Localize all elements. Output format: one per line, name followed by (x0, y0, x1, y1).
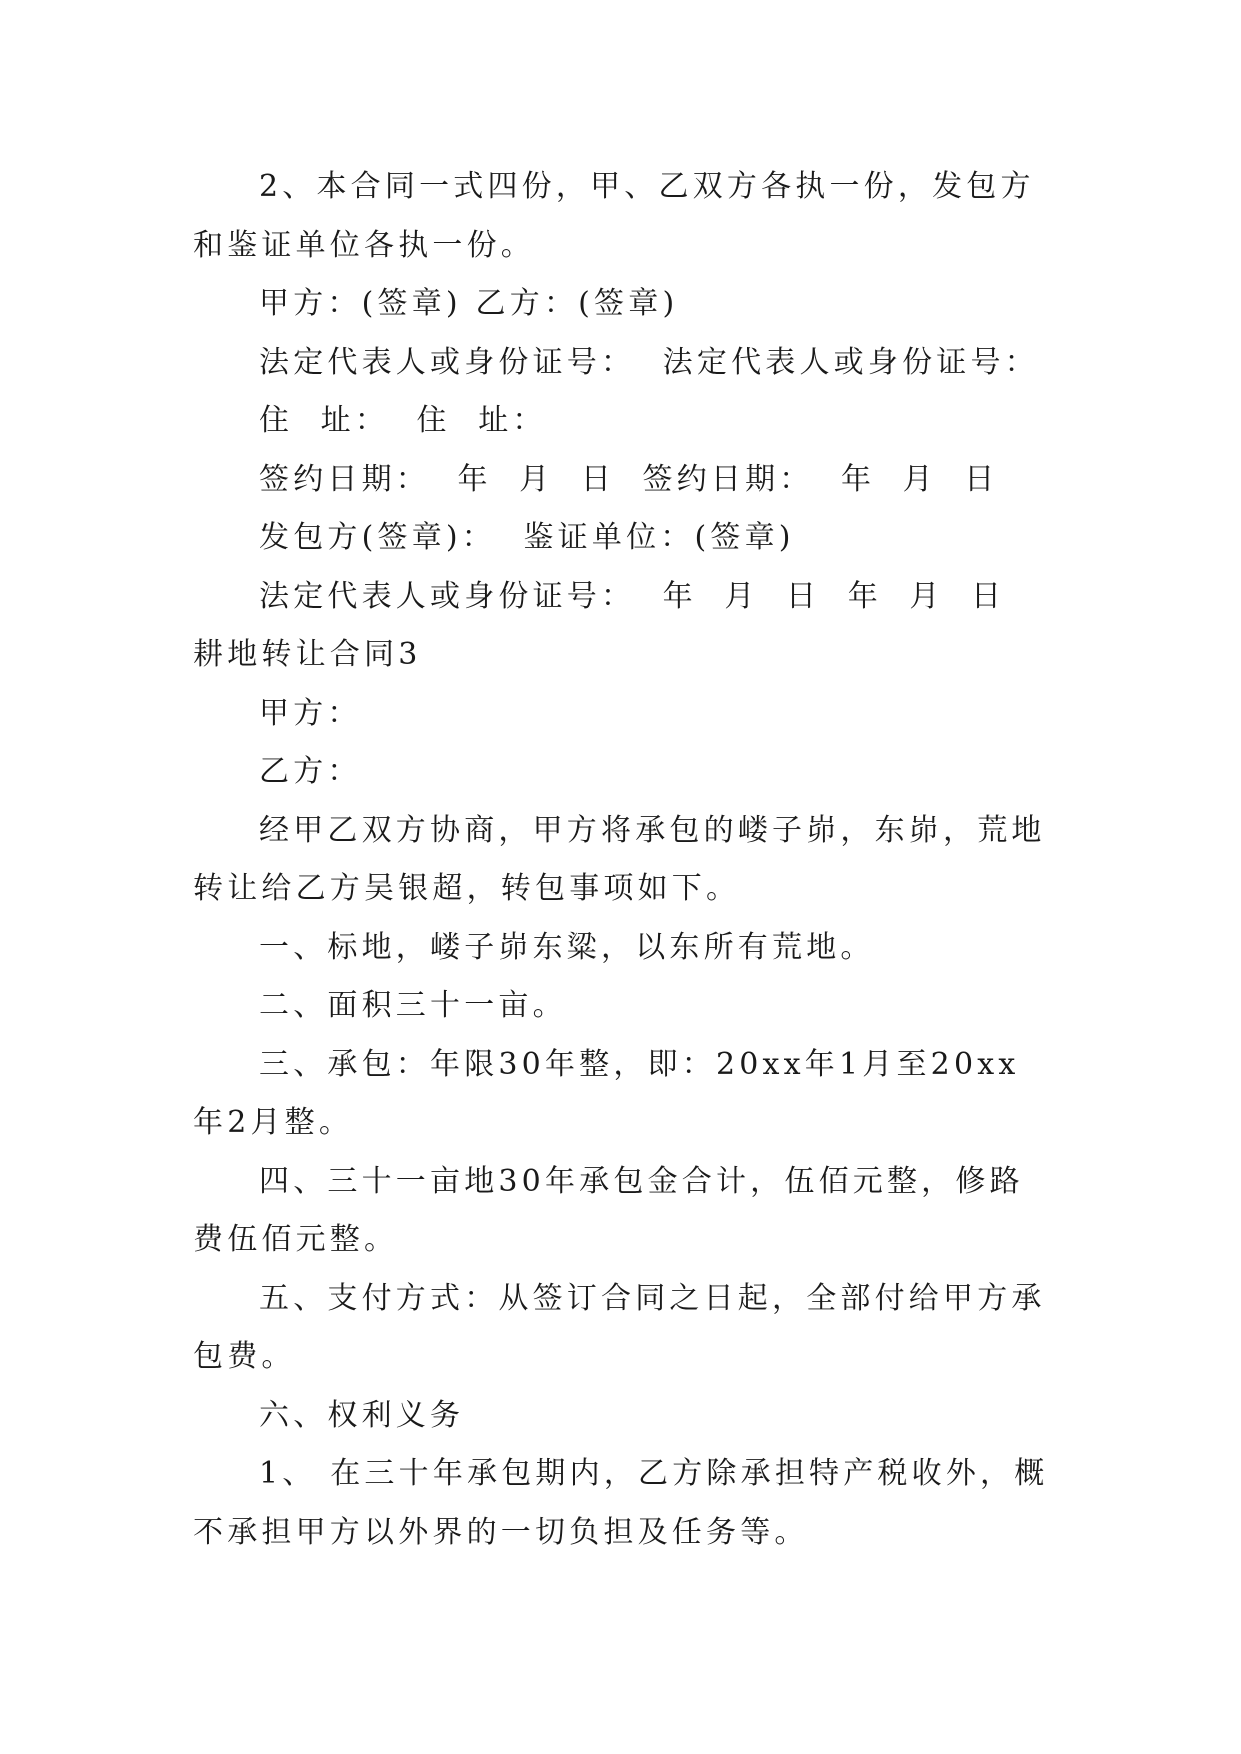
paragraph-address: 住 址： 住 址： (259, 403, 547, 438)
paragraph-party-b: 乙方： (259, 754, 362, 789)
paragraph-item-4-fee: 四、三十一亩地30年承包金合计，伍佰元整，修路费伍佰元整。 (193, 1163, 1024, 1257)
paragraph-sign-date: 签约日期： 年 月 日 签约日期： 年 月 日 (259, 461, 999, 497)
paragraph-intro: 经甲乙双方协商，甲方将承包的嵝子峁，东峁，荒地转让给乙方吴银超，转包事项如下。 (193, 812, 1046, 906)
paragraph-item-6-1: 1、 在三十年承包期内，乙方除承担特产税收外，概不承担甲方以外界的一切负担及任务等。 (193, 1456, 1049, 1550)
paragraph-item-1-land: 一、标地，嵝子峁东粱，以东所有荒地。 (259, 929, 875, 965)
paragraph-item-3-term: 三、承包：年限30年整，即：20xx年1月至20xx年2月整。 (193, 1046, 1020, 1140)
paragraph-item-2-area: 二、面积三十一亩。 (259, 988, 567, 1023)
paragraph-legal-representative: 法定代表人或身份证号： 法定代表人或身份证号： (259, 344, 1039, 380)
contract-3-title: 耕地转让合同3 (193, 637, 422, 672)
paragraph-item-6-rights: 六、权利义务 (259, 1397, 465, 1433)
paragraph-item-5-payment: 五、支付方式：从签订合同之日起，全部付给甲方承包费。 (193, 1280, 1046, 1374)
paragraph-contractor-verifier: 发包方(签章)： 鉴证单位：(签章) (259, 520, 795, 555)
document-page (193, 158, 1053, 1562)
paragraph-party-a: 甲方： (259, 695, 362, 731)
paragraph-signature-parties: 甲方：(签章) 乙方：(签章) (259, 286, 679, 321)
paragraph-legal-rep-date: 法定代表人或身份证号： 年 月 日 年 月 日 (259, 578, 1006, 614)
paragraph-clause-2-copies: 2、本合同一式四份，甲、乙双方各执一份，发包方和鉴证单位各执一份。 (193, 169, 1035, 263)
